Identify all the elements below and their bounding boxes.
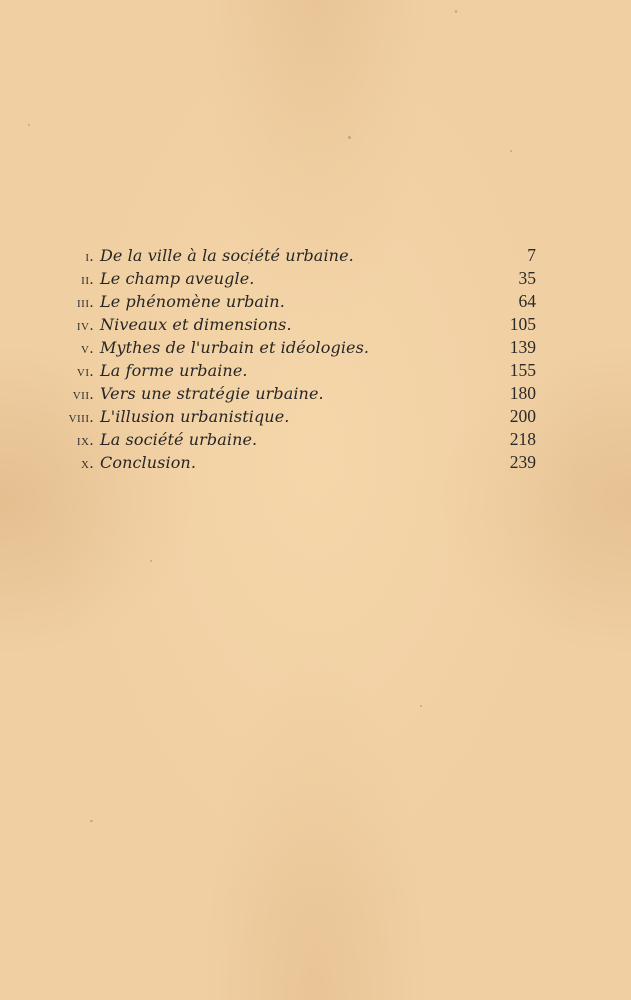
chapter-title: La société urbaine.	[100, 430, 258, 449]
chapter-number: ix.	[76, 432, 94, 449]
chapter-number: vii.	[72, 386, 94, 403]
toc-entry	[50, 267, 536, 290]
chapter-number: x.	[81, 455, 94, 472]
chapter-number: v.	[81, 340, 94, 357]
table-of-contents	[50, 244, 536, 474]
page-number: 105	[509, 314, 536, 334]
toc-entry	[50, 359, 536, 382]
chapter-title: Mythes de l'urbain et idéologies.	[100, 338, 370, 357]
toc-entry	[50, 290, 536, 313]
chapter-number: vi.	[76, 363, 94, 380]
toc-entry	[50, 382, 536, 405]
chapter-title: L'illusion urbanistique.	[100, 407, 290, 426]
page-number: 64	[518, 291, 536, 311]
toc-entry	[50, 428, 536, 451]
paper-speck	[150, 560, 152, 562]
page-number: 7	[527, 245, 536, 265]
toc-entry	[50, 451, 536, 474]
toc-entry	[50, 244, 536, 267]
page-number: 180	[509, 383, 536, 403]
page-number: 218	[509, 429, 536, 449]
chapter-title: Le phénomène urbain.	[100, 292, 285, 311]
toc-entry	[50, 336, 536, 359]
paper-speck	[455, 10, 457, 13]
page-number: 155	[509, 360, 536, 380]
page-number: 139	[509, 337, 536, 357]
page-number: 35	[518, 268, 536, 288]
chapter-title: Conclusion.	[100, 453, 197, 472]
chapter-title: La forme urbaine.	[100, 361, 248, 380]
chapter-title: De la ville à la société urbaine.	[100, 246, 354, 265]
paper-speck	[420, 705, 422, 707]
chapter-title: Le champ aveugle.	[100, 269, 255, 288]
toc-entry	[50, 313, 536, 336]
paper-speck	[348, 136, 351, 139]
paper-speck	[90, 820, 93, 822]
chapter-number: ii.	[81, 271, 94, 288]
toc-entry	[50, 405, 536, 428]
chapter-title: Niveaux et dimensions.	[100, 315, 292, 334]
paper-speck	[510, 150, 512, 152]
chapter-number: viii.	[68, 409, 94, 426]
chapter-number: i.	[85, 248, 94, 265]
chapter-number: iv.	[76, 317, 94, 334]
paper-speck	[28, 124, 30, 126]
page-number: 239	[509, 452, 536, 472]
chapter-number: iii.	[77, 294, 94, 311]
chapter-title: Vers une stratégie urbaine.	[100, 384, 324, 403]
page-number: 200	[509, 406, 536, 426]
